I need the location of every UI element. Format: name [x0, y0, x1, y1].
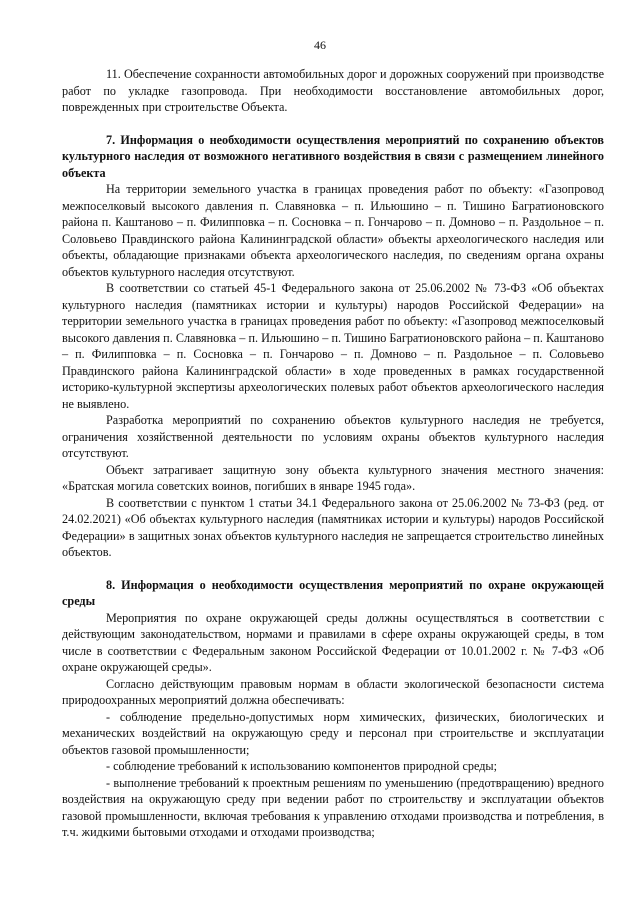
paragraph-protective-zone: Объект затрагивает защитную зону объекта культурного значения местного значения: «Братская могила советских воинов, погибших в январе 1945 года».: [62, 462, 604, 493]
list-item-norms: - соблюдение предельно-допустимых норм химических, физических, биологических и механических воздействий на окружающую среду и персонал при строительстве и эксплуатации объектов газовой промышленности;: [62, 709, 604, 757]
section-heading-8: 8. Информация о необходимости осуществления мероприятий по охране окружающей среды: [62, 577, 604, 608]
list-item-design-requirements: - выполнение требований к проектным решениям по уменьшению (предотвращению) вредного воздействия на окружающую среду при ведении работ по строительству и эксплуатации объектов газовой промышленности, включая требования к управлению отходами производства и потребления, в т.ч. жидкими бытовыми отходами и отходами производства;: [62, 775, 604, 839]
paragraph-environment-system: Согласно действующим правовым нормам в области экологической безопасности система природоохранных мероприятий должна обеспечивать:: [62, 676, 604, 707]
paragraph-item-11: 11. Обеспечение сохранности автомобильных дорог и дорожных сооружений при производстве работ по укладке газопровода. При необходимости восстановление автомобильных дорог, поврежденных при строительстве Объекта.: [62, 67, 604, 114]
paragraph-archaeology-absent: На территории земельного участка в границах проведения работ по объекту: «Газопровод межпоселковый высокого давления п. Славяновка – п. Ильюшино – п. Тишино Багратионовского района п. Каштаново – п. Филипповка – п. Сосновка – п. Гончарово – п. Домново – п. Раздольное – п. Соловьево Правдинского района Калининградской области» объекты археологического наследия или объекты, обладающие признаками объекта археологического наследия, по сведениям органа охраны объектов культурного наследия отсутствуют.: [62, 182, 604, 279]
page-number: 46: [314, 38, 326, 52]
document-body: [62, 66, 604, 841]
paragraph-article-45-1: В соответствии со статьей 45-1 Федерального закона от 25.06.2002 № 73-ФЗ «Об объектах культурного наследия (памятниках истории и культуры) народов Российской Федерации» на территории земельного участка в границах проведения работ по объекту: «Газопровод межпоселковый высокого давления п. Славяновка – п. Ильюшино – п. Тишино Багратионовского района – п. Каштаново – п. Филипповка – п. Сосновка – п. Гончарово – п. Домново – п. Раздольное – п. Соловьево Правдинского района Калининградской области» в ходе проведенных в рамках государственной историко-культурной экспертизы археологических полевых работ объектов археологического наследия не выявлено.: [62, 281, 604, 411]
paragraph-article-34-1: В соответствии с пунктом 1 статьи 34.1 Федерального закона от 25.06.2002 № 73-ФЗ (ред. от 24.02.2021) «Об объектах культурного наследия (памятниках истории и культуры) народов Российской Федерации» в защитных зонах объектов культурного наследия не запрещается строительство линейных объектов.: [62, 495, 604, 559]
list-item-components: - соблюдение требований к использованию компонентов природной среды;: [106, 759, 497, 773]
paragraph-no-measures-required: Разработка мероприятий по сохранению объектов культурного наследия не требуется, ограничения хозяйственной деятельности по условиям охраны объектов культурного наследия отсутствуют.: [62, 413, 604, 460]
section-heading-7: 7. Информация о необходимости осуществления мероприятий по сохранению объектов культурного наследия от возможного негативного воздействия в связи с размещением линейного объекта: [62, 132, 604, 180]
paragraph-environment-measures: Мероприятия по охране окружающей среды должны осуществляться в соответствии с действующим законодательством, нормами и правилами в сфере охраны окружающей среды, в том числе в соответствии с Федеральным законом Российской Федерации от 10.01.2002 г. № 7-ФЗ «Об охране окружающей среды».: [62, 610, 604, 674]
